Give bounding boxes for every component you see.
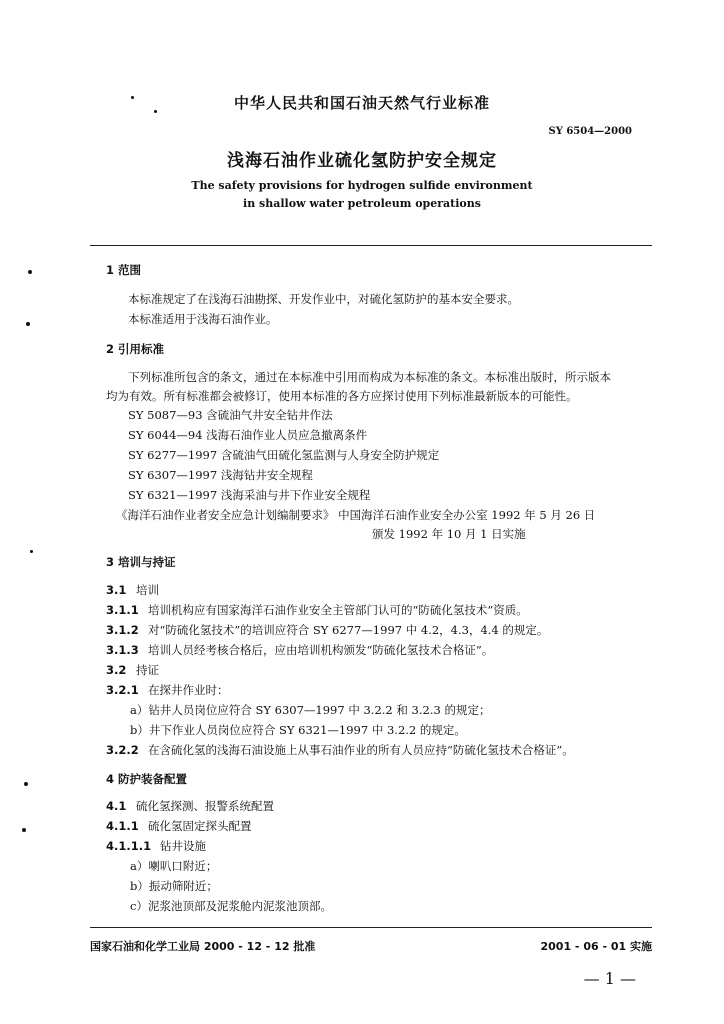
scan-speck (24, 782, 28, 786)
list-item: b）振动筛附近； (130, 879, 218, 893)
clause-number: 4.1.1 (106, 819, 139, 833)
scan-speck (28, 270, 32, 274)
clause-text: 培训 (136, 583, 159, 597)
clause-number: 3.1 (106, 583, 127, 597)
clause-number: 4.1 (106, 799, 127, 813)
english-title-line-2: in shallow water petroleum operations (243, 197, 481, 210)
section-2-heading: 2 引用标准 (106, 342, 165, 356)
scan-speck (26, 322, 30, 326)
reference-item: SY 6044—94 浅海石油作业人员应急撤离条件 (128, 428, 368, 442)
clause-text: 在探井作业时： (148, 683, 229, 697)
reference-item: SY 6277—1997 含硫油气田硫化氢监测与人身安全防护规定 (128, 448, 440, 462)
reference-item: SY 6307—1997 浅海钻井安全规程 (128, 468, 313, 482)
list-item: c）泥浆池顶部及泥浆舱内泥浆池顶部。 (130, 899, 332, 913)
section-3-heading: 3 培训与持证 (106, 555, 176, 569)
standard-code: SY 6504—2000 (548, 126, 632, 137)
section-2-intro: 均为有效。所有标准都会被修订，使用本标准的各方应探讨使用下列标准最新版本的可能性。 (106, 389, 578, 403)
footer-divider (90, 927, 652, 928)
clause-number: 3.2.2 (106, 743, 139, 757)
reference-item-continued: 颁发 1992 年 10 月 1 日实施 (372, 527, 526, 541)
clause-number: 3.1.1 (106, 603, 139, 617)
reference-item: SY 5087—93 含硫油气井安全钻井作法 (128, 408, 333, 422)
clause-number: 3.1.3 (106, 643, 139, 657)
reference-item: SY 6321—1997 浅海采油与井下作业安全规程 (128, 488, 371, 502)
clause-text: 钻井设施 (160, 839, 206, 853)
reference-item: 《海洋石油作业者安全应急计划编制要求》 中国海洋石油作业安全办公室 1992 年 5 月 26 日 (116, 508, 596, 522)
section-4-heading: 4 防护装备配置 (106, 772, 188, 786)
clause-text: 硫化氢探测、报警系统配置 (136, 799, 274, 813)
clause-number: 3.1.2 (106, 623, 139, 637)
approval-date: 国家石油和化学工业局 2000 - 12 - 12 批准 (90, 940, 316, 953)
document-title: 浅海石油作业硫化氢防护安全规定 (227, 151, 497, 171)
clause-text: 在含硫化氢的浅海石油设施上从事石油作业的所有人员应持“防硫化氢技术合格证”。 (148, 743, 574, 757)
page-number: — 1 — (583, 969, 636, 988)
clause-number: 3.2.1 (106, 683, 139, 697)
section-2-intro: 下列标准所包含的条文，通过在本标准中引用而构成为本标准的条文。本标准出版时，所示版本 (128, 370, 611, 384)
clause-text: 培训人员经考核合格后，应由培训机构颁发“防硫化氢技术合格证”。 (148, 643, 494, 657)
scan-speck (22, 828, 26, 832)
list-item: b）井下作业人员岗位应符合 SY 6321—1997 中 3.2.2 的规定。 (130, 723, 466, 737)
section-1-paragraph: 本标准规定了在浅海石油勘探、开发作业中，对硫化氢防护的基本安全要求。 (128, 292, 519, 306)
clause-text: 持证 (136, 663, 159, 677)
clause-number: 3.2 (106, 663, 127, 677)
header-divider (90, 245, 652, 246)
list-item: a）钻井人员岗位应符合 SY 6307—1997 中 3.2.2 和 3.2.3 的规定； (130, 703, 491, 717)
clause-text: 对“防硫化氢技术”的培训应符合 SY 6277—1997 中 4.2，4.3，4.4 的规定。 (148, 623, 549, 637)
scan-speck (30, 550, 33, 553)
english-title-line-1: The safety provisions for hydrogen sulfide environment (191, 179, 533, 192)
effective-date: 2001 - 06 - 01 实施 (540, 940, 652, 953)
section-1-heading: 1 范围 (106, 263, 142, 277)
clause-number: 4.1.1.1 (106, 839, 152, 853)
standard-title: 中华人民共和国石油天然气行业标准 (233, 94, 490, 112)
clause-text: 培训机构应有国家海洋石油作业安全主管部门认可的“防硫化氢技术”资质。 (148, 603, 528, 617)
list-item: a）喇叭口附近； (130, 859, 218, 873)
section-1-paragraph: 本标准适用于浅海石油作业。 (128, 312, 278, 326)
clause-text: 硫化氢固定探头配置 (148, 819, 252, 833)
